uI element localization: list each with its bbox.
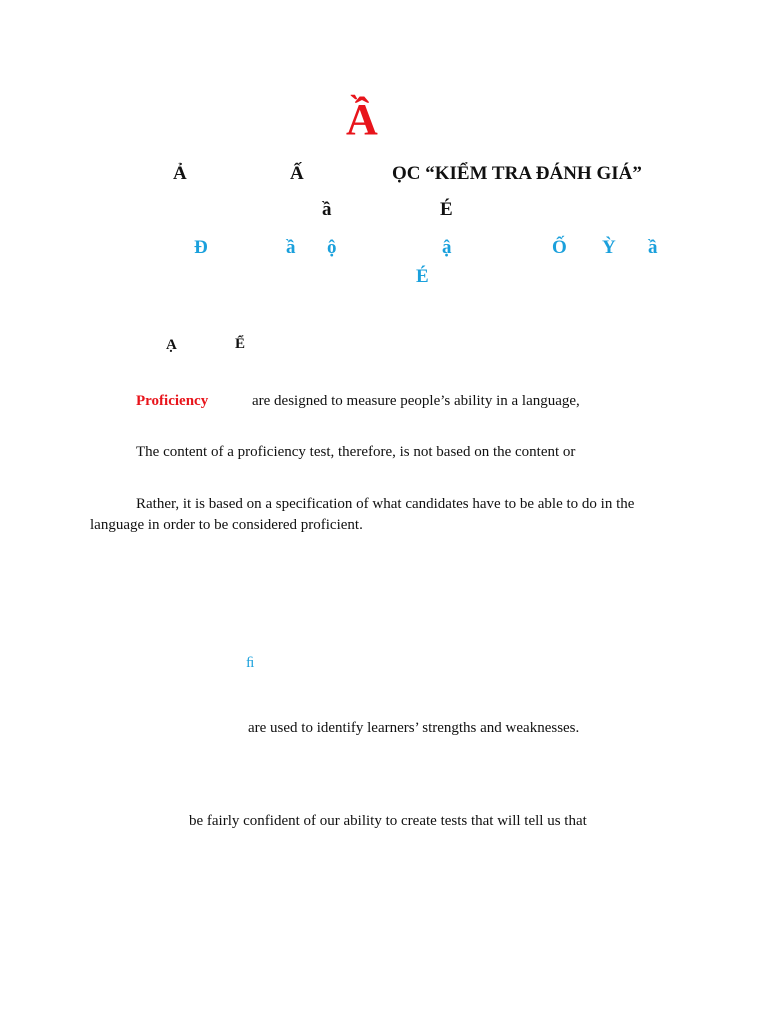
- section-glyph-b: Ể: [235, 336, 246, 352]
- section-glyph-a: Ạ: [166, 337, 177, 353]
- paragraph-3-line-1: Rather, it is based on a specification of what candidates have to be able to do in the: [136, 496, 635, 512]
- paragraph-5: be fairly confident of our ability to create tests that will tell us that: [189, 813, 587, 829]
- subheading-glyph-a: ầ: [322, 199, 332, 220]
- page-title: Ầ: [346, 95, 378, 144]
- ligature-glyph: ﬁ: [246, 655, 255, 671]
- subheading-glyph-b: É: [440, 199, 453, 220]
- blue-glyph-1: Đ: [194, 237, 208, 258]
- paragraph-2: The content of a proficiency test, therefore, is not based on the content or: [136, 444, 576, 460]
- paragraph-3-line-2: language in order to be considered proficient.: [90, 517, 363, 533]
- paragraph-1: are designed to measure people’s ability in a language,: [252, 393, 580, 409]
- blue-glyph-2: ầ: [286, 237, 296, 258]
- heading-glyph-b: Ấ: [290, 163, 304, 184]
- blue-glyph-8: É: [416, 266, 429, 287]
- blue-glyph-4: ậ: [442, 237, 452, 258]
- blue-glyph-6: Ỳ: [602, 237, 616, 258]
- blue-glyph-7: ầ: [648, 237, 658, 258]
- blue-glyph-3: ộ: [327, 237, 337, 258]
- proficiency-term: Proficiency: [136, 393, 209, 409]
- document-title: ỌC “KIỂM TRA ĐÁNH GIÁ”: [392, 163, 642, 184]
- blue-glyph-5: Ố: [552, 237, 567, 258]
- heading-glyph-a: Ả: [173, 163, 187, 184]
- paragraph-4: are used to identify learners’ strengths and weaknesses.: [248, 720, 580, 736]
